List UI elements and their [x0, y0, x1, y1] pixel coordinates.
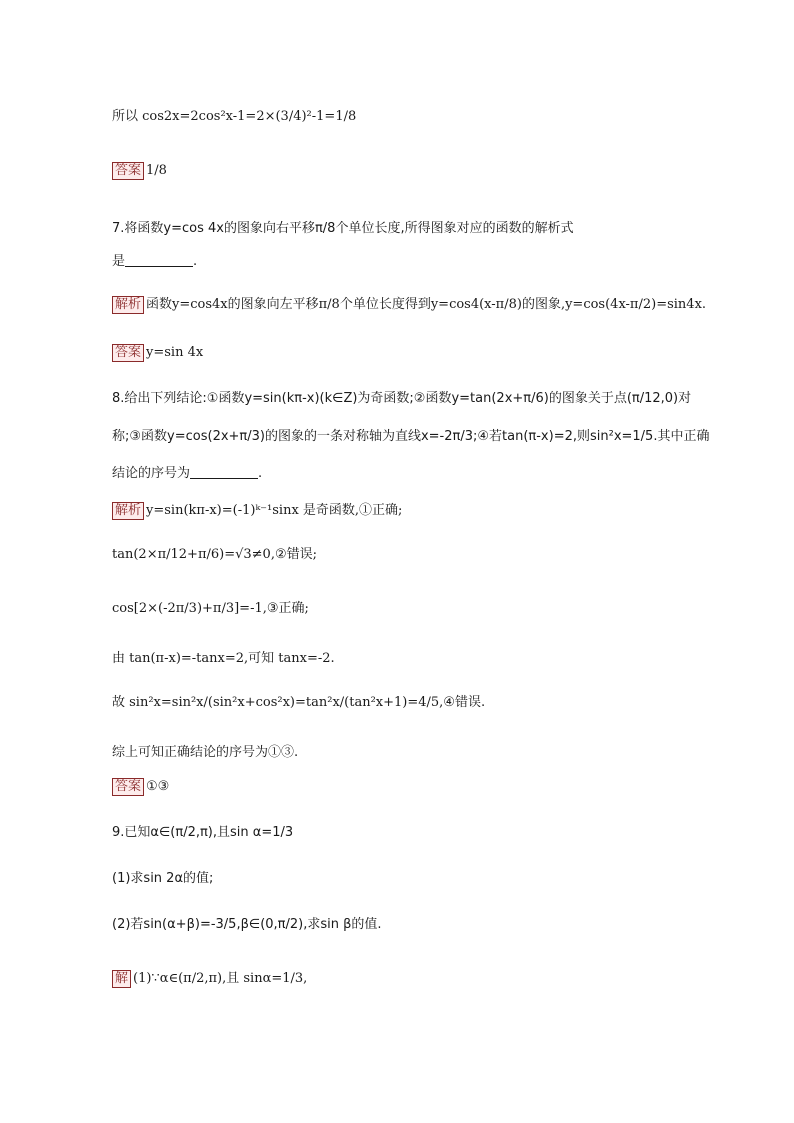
answer-blank	[125, 252, 193, 267]
answer-text: 1/8	[146, 163, 167, 178]
answer-text: ①③	[146, 779, 170, 794]
solution-8-step3: cos[2×(-2π/3)+π/3]=-1,③正确;	[112, 601, 309, 616]
solution-8-step1	[112, 502, 402, 520]
answer-7	[112, 344, 203, 362]
solution-8-summary: 综上可知正确结论的序号为①③.	[112, 745, 299, 760]
solution-9	[112, 970, 307, 988]
analysis-badge: 解析	[112, 296, 144, 314]
solution-8-step1-text: y=sin(kπ-x)=(-1)ᵏ⁻¹sinx 是奇函数,①正确;	[146, 503, 403, 518]
answer-text: y=sin 4x	[146, 345, 204, 360]
solution-7-text: 函数y=cos4x的图象向左平移π/8个单位长度得到y=cos4(x-π/8)的图象,y=cos(4x-π/2)=sin4x.	[146, 297, 707, 312]
question-8-text: 结论的序号为	[112, 466, 191, 481]
solution-9-text: (1)∵α∈(π/2,π),且 sinα=1/3,	[133, 971, 308, 986]
solution-badge: 解	[112, 970, 131, 988]
analysis-badge: 解析	[112, 502, 144, 520]
solution-8-step2: tan(2×π/12+π/6)=√3≠0,②错误;	[112, 547, 317, 562]
question-9-part2: (2)若sin(α+β)=-3/5,β∈(0,π/2),求sin β的值.	[112, 917, 382, 932]
question-7-line1: 7.将函数y=cos 4x的图象向右平移π/8个单位长度,所得图象对应的函数的解析式	[112, 221, 574, 236]
line-conclusion: 所以 cos2x=2cos²x-1=2×(3/4)²-1=1/8	[112, 109, 357, 124]
question-7-line2: 是 .	[112, 254, 198, 269]
answer-6	[112, 162, 167, 180]
solution-8-step4: 由 tan(π-x)=-tanx=2,可知 tanx=-2.	[112, 651, 335, 666]
answer-8	[112, 778, 169, 796]
solution-8-step5: 故 sin²x=sin²x/(sin²x+cos²x)=tan²x/(tan²x+1)=4/5,④错误.	[112, 695, 486, 710]
answer-badge: 答案	[112, 162, 144, 180]
question-8-line3: 结论的序号为 .	[112, 466, 263, 481]
question-7-text: 是	[112, 254, 126, 269]
question-9: 9.已知α∈(π/2,π),且sin α=1/3	[112, 825, 294, 840]
question-9-part1: (1)求sin 2α的值;	[112, 871, 214, 886]
question-8-line1: 8.给出下列结论:①函数y=sin(kπ-x)(k∈Z)为奇函数;②函数y=tan(2x+π/6)的图象关于点(π/12,0)对	[112, 391, 692, 406]
answer-badge: 答案	[112, 344, 144, 362]
solution-7	[112, 296, 706, 314]
answer-blank	[190, 464, 258, 479]
question-8-line2: 称;③函数y=cos(2x+π/3)的图象的一条对称轴为直线x=-2π/3;④若tan(π-x)=2,则sin²x=1/5.其中正确	[112, 429, 710, 444]
answer-badge: 答案	[112, 778, 144, 796]
